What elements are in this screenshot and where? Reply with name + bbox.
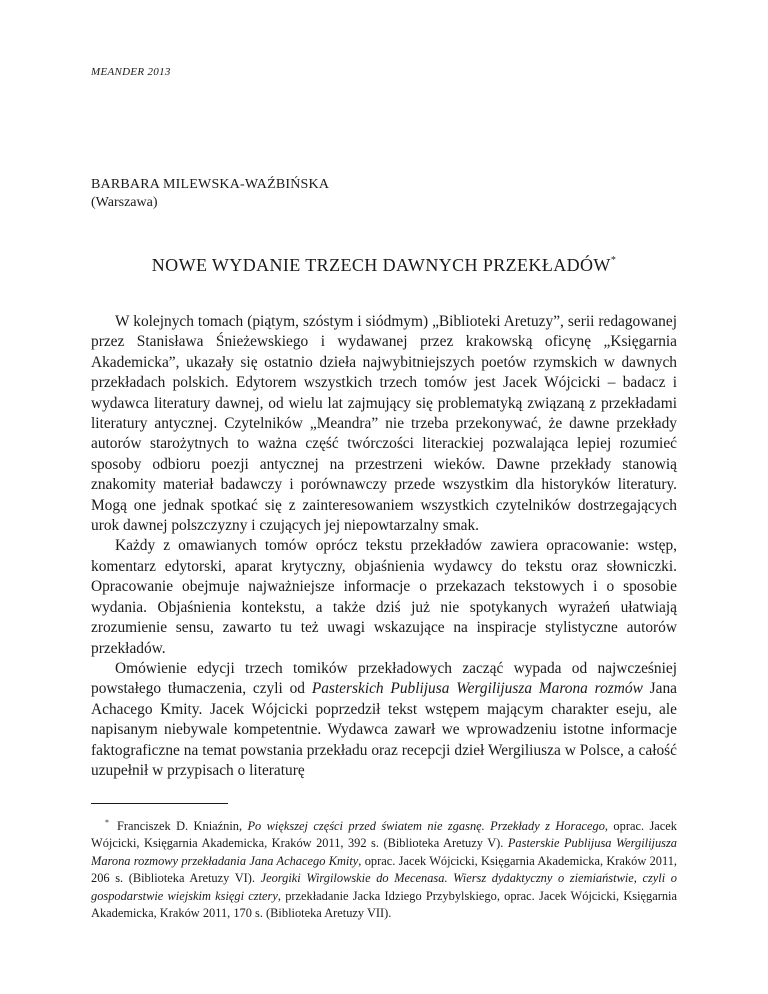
footnote-title-horacy: Po większej części przed światem nie zgasnę. Przekłady z Horacego	[247, 819, 605, 833]
footnote-part-g: , przekładanie Jacka Idziego Przybylskiego, oprac. Jacek Wójcicki, Księgarnia Akademicka, Kraków 2011, 170 s. (Biblioteka Aretuzy VII).	[91, 888, 677, 921]
footnote-title-jeorgiki: Jeorgiki Wirgilowskie do Mecenasa. Wiersz dydaktyczny o ziemiaństwie, czyli o gospodarstwie wiejskim księgi cztery	[91, 871, 677, 903]
running-head: MEANDER 2013	[91, 66, 171, 78]
work-title-pasterskie: Pasterskich Publijusa Wergilijusza Marona rozmów	[311, 680, 643, 698]
article-title	[91, 255, 677, 276]
author-affiliation: (Warszawa)	[91, 195, 158, 210]
article-body	[91, 312, 677, 781]
article-title-text: NOWE WYDANIE TRZECH DAWNYCH PRZEKŁADÓW	[151, 255, 611, 275]
body-paragraph-3-part-c: Jana Achacego Kmity. Jacek Wójcicki poprzedził tekst wstępem mającym charakter eseju, ale napisanym niebywale kompetentnie. Wydawca zawarł we wprowadzeniu istotne informacje faktograficzne na temat powstania przekładu oraz recepcji dzieł Wergiliusza w Polsce, a całość uzupełnił w przypisach o literaturę	[91, 680, 678, 779]
author-block	[91, 176, 329, 212]
title-footnote-marker[interactable]: *	[610, 255, 617, 266]
body-paragraph-3	[91, 659, 677, 781]
footnote-part-c: , oprac. Jacek Wójcicki, Księgarnia Akademicka, Kraków 2011, 392 s. (Biblioteka Aretuzy V).	[91, 819, 677, 851]
footnote-separator	[91, 803, 228, 804]
footnote-part-e: , oprac. Jacek Wójcicki, Księgarnia Akademicka, Kraków 2011, 206 s. (Biblioteka Aretuzy VI).	[91, 853, 677, 886]
body-paragraph-3-part-a: Omówienie edycji trzech tomików przekładowych zacząć wypada od najwcześniej powstałego tłumaczenia, czyli od	[91, 659, 677, 698]
body-paragraph-1: W kolejnych tomach (piątym, szóstym i siódmym) „Biblioteki Aretuzy”, serii redagowanej przez Stanisława Śnieżewskiego i wydawanej przez krakowską oficynę „Księgarnia Akademicka”, ukazały się ostatnio dzieła najwybitniejszych poetów rzymskich w dawnych przekładach polskich. Edytorem wszystkich trzech tomów jest Jacek Wójcicki – badacz i wydawca literatury dawnej, od wielu lat zajmujący się problematyką związaną z przekładami literatury antycznej. Czytelników „Meandra” nie trzeba przekonywać, że dawne przekłady autorów starożytnych to ważna część twórczości literackiej pozwalająca lepiej rozumieć sposoby odbioru poezji antycznej na przestrzeni wieków. Dawne przekłady stanowią znakomity materiał badawczy i porównawczy przede wszystkim dla historyków literatury. Mogą one jednak spotkać się z zainteresowaniem wszystkich czytelników dostrzegających urok dawnej polszczyzny i czujących jej niepowtarzalny smak.	[91, 313, 677, 535]
footnote	[91, 814, 677, 922]
footnote-title-pasterskie: Pasterskie Publijusa Wergilijusza Marona rozmowy przekładania Jana Achacego Kmity	[91, 836, 677, 868]
footnote-marker: *	[105, 818, 109, 827]
author-name: BARBARA MILEWSKA-WAŹBIŃSKA	[91, 177, 330, 192]
body-paragraph-2: Każdy z omawianych tomów oprócz tekstu przekładów zawiera opracowanie: wstęp, komentarz edytorski, aparat krytyczny, objaśnienia wydawcy do tekstu oraz słowniczki. Opracowanie obejmuje najważniejsze informacje o przekazach tekstowych i o sposobie wydania. Objaśnienia kontekstu, a także dziś już nie spotykanych wyrażeń ułatwiają zrozumienie sensu, zawarto tu też uwagi wskazujące na inspiracje stylistyczne autorów przekładów.	[91, 537, 677, 657]
footnote-part-a: Franciszek D. Kniaźnin,	[117, 819, 248, 833]
